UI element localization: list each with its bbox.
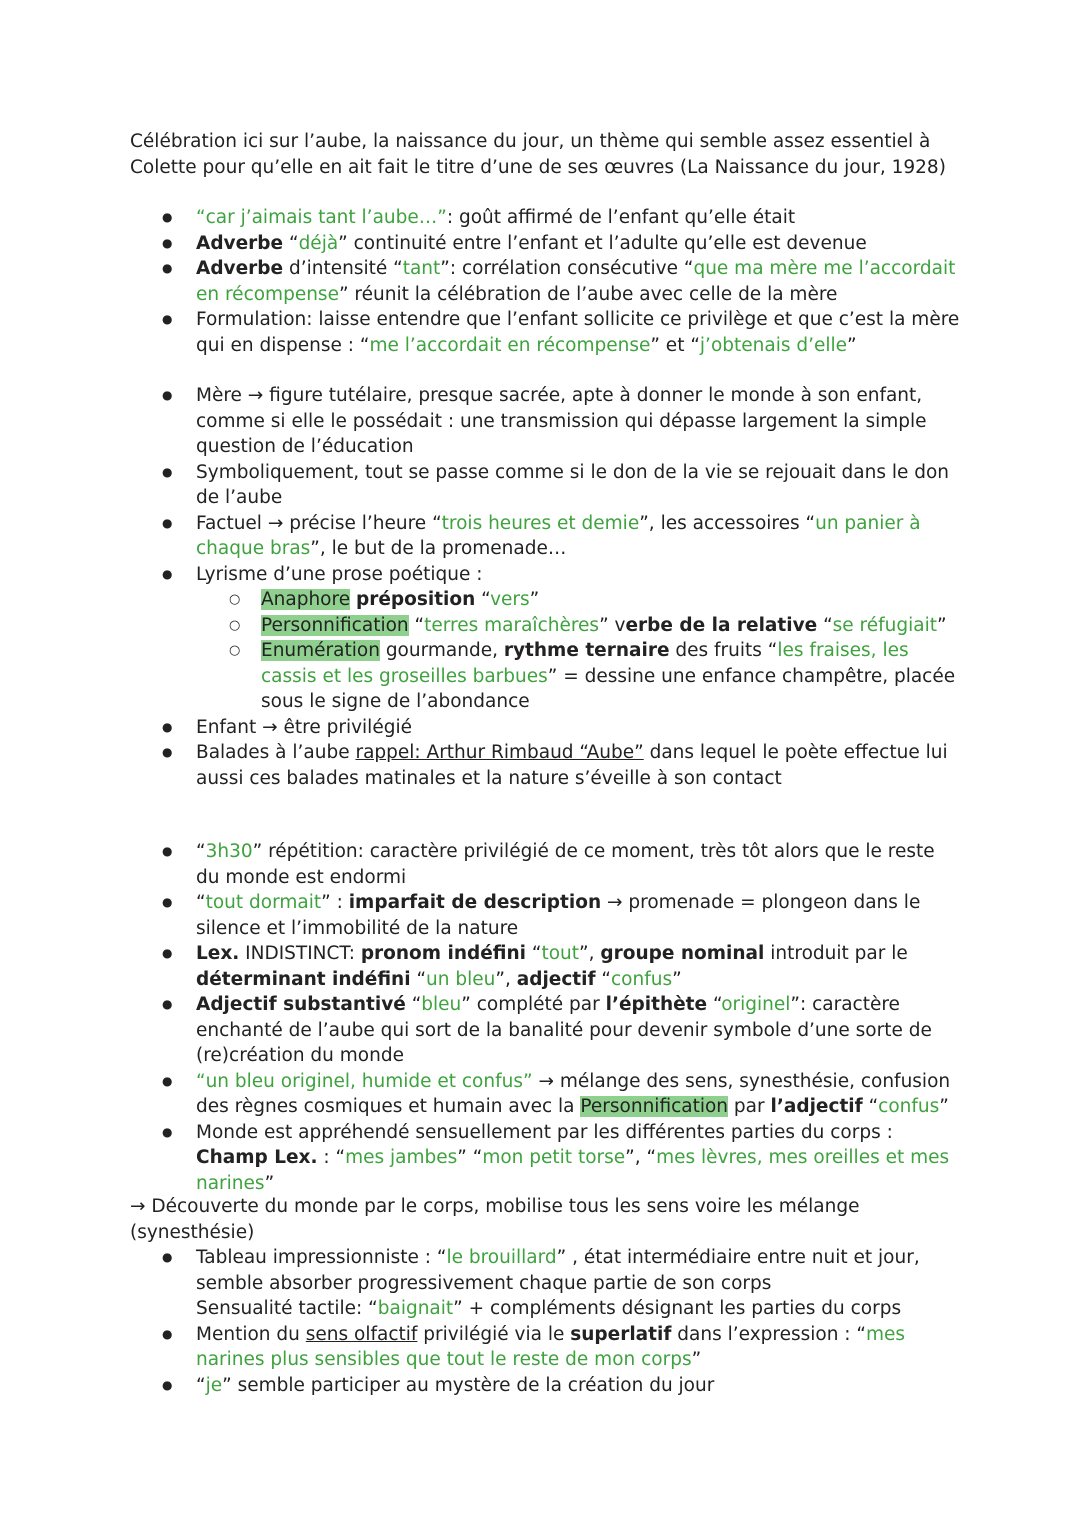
highlighted-term: Anaphore — [261, 589, 351, 610]
quote: 3h30 — [205, 841, 253, 862]
quote: mon petit torse — [482, 1147, 626, 1168]
quote: vers — [490, 589, 530, 610]
quote: que ma mère me l’accordait en récompense — [196, 258, 956, 305]
list-item: ● Factuel → précise l’heure “trois heures et demie”, les accessoires “un panier à chaque bras”, le but de la promenade… — [130, 511, 960, 562]
quote: déjà — [298, 232, 339, 254]
conclusion-text: → Découverte du monde par le corps, mobilise tous les sens voire les mélange (synesthésie) — [130, 1196, 860, 1243]
conclusion-paragraph — [130, 1194, 960, 1245]
list-item: ● Mère → figure tutélaire, presque sacrée, apte à donner le monde à son enfant, comme si elle le possédait : une transmission qui dépasse largement la simple question de l’éducation — [130, 383, 960, 460]
list-item: ● “tout dormait” : imparfait de description → promenade = plongeon dans le silence et l’immobilité de la nature — [130, 890, 960, 941]
quote: “car j’aimais tant l’aube…” — [196, 207, 447, 228]
quote: je — [205, 1374, 223, 1396]
quote: tant — [402, 258, 441, 279]
quote: un panier à chaque bras — [196, 512, 921, 559]
list-item: ● Tableau impressionniste : “le brouillard” , état intermédiaire entre nuit et jour, semble absorber progressivement chaque partie de son corps Sensualité tactile: “baignait” + compléments désignant les parties du corps — [130, 1245, 960, 1322]
list-item: ● “3h30” répétition: caractère privilégié de ce moment, très tôt alors que le reste du monde est endormi — [130, 839, 960, 890]
quote: tout dormait — [205, 892, 322, 913]
intro-text: Célébration ici sur l’aube, la naissance du jour, un thème qui semble assez essentiel à Colette pour qu’elle en ait fait le titre d’une de ses œuvres (La Naissance du jour, 1928) — [130, 131, 946, 178]
quote: un bleu — [426, 968, 496, 990]
list-item: ● Enfant → être privilégié — [130, 715, 960, 741]
list-item: ● “un bleu originel, humide et confus” → mélange des sens, synesthésie, confusion des règnes cosmiques et humain avec la Personnification par l’adjectif “confus” — [130, 1069, 960, 1120]
quote: le brouillard — [446, 1247, 557, 1268]
underlined-reference: rappel: Arthur Rimbaud “Aube” — [355, 742, 644, 763]
quote: confus — [878, 1096, 940, 1117]
sub-list — [196, 587, 960, 715]
quote: me l’accordait en récompense — [369, 334, 651, 356]
highlighted-term: Enumération — [261, 640, 380, 661]
quote: “un bleu originel, humide et confus” — [196, 1070, 533, 1092]
intro-paragraph — [130, 129, 960, 180]
quote: j’obtenais d’elle — [699, 334, 848, 356]
list-item: ● “car j’aimais tant l’aube…”: goût affirmé de l’enfant qu’elle était — [130, 205, 960, 231]
sub-list-item: ○ Personnification “terres maraîchères” verbe de la relative “se réfugiait” — [196, 613, 960, 639]
list-item: ● Lyrisme d’une prose poétique : ○ Anaphore préposition “vers” ○ Personnification “terres maraîchères” verbe de la relative “se réfugiait” ○ Enumération gourmande, rythme ternaire des fruits “les fraises, les cassis et les groseilles barbues” = dessine une enfance champêtre, placée sous le signe de l’abondance — [130, 562, 960, 715]
quote: les fraises, les cassis et les groseilles barbues — [261, 640, 909, 687]
bullet-list-1 — [130, 205, 960, 358]
quote: confus — [611, 968, 673, 990]
quote: mes narines plus sensibles que tout le reste de mon corps — [196, 1323, 906, 1370]
list-item: ● Lex. INDISTINCT: pronom indéfini “tout”, groupe nominal introduit par le déterminant indéfini “un bleu”, adjectif “confus” — [130, 941, 960, 992]
list-item: ● Balades à l’aube rappel: Arthur Rimbaud “Aube” dans lequel le poète effectue lui aussi ces balades matinales et la nature s’éveille à son contact — [130, 740, 960, 791]
list-item: ● Monde est appréhendé sensuellement par les différentes parties du corps : Champ Lex. : “mes jambes” “mon petit torse”, “mes lèvres, mes oreilles et mes narines” — [130, 1120, 960, 1197]
bullet-list-3 — [130, 839, 960, 1196]
bullet-list-4 — [130, 1245, 960, 1398]
list-item: ● Adverbe “déjà” continuité entre l’enfant et l’adulte qu’elle est devenue — [130, 231, 960, 257]
highlighted-term: Personnification — [261, 614, 409, 636]
bullet-list-2 — [130, 383, 960, 791]
list-item: ● Adjectif substantivé “bleu” complété par l’épithète “originel”: caractère enchanté de l’aube qui sort de la banalité pour devenir symbole d’une sorte de (re)création du monde — [130, 992, 960, 1069]
list-item: ● Symboliquement, tout se passe comme si le don de la vie se rejouait dans le don de l’aube — [130, 460, 960, 511]
quote: trois heures et demie — [441, 512, 640, 534]
underlined-term: sens olfactif — [305, 1323, 418, 1345]
quote: bleu — [421, 994, 462, 1015]
quote: mes jambes — [345, 1147, 458, 1168]
quote: mes lèvres, mes oreilles et mes narines — [196, 1147, 950, 1194]
highlighted-term: Personnification — [580, 1096, 729, 1117]
sub-list-item: ○ Anaphore préposition “vers” — [196, 587, 960, 613]
list-item: ● Formulation: laisse entendre que l’enfant sollicite ce privilège et que c’est la mère qui en dispense : “me l’accordait en récompense” et “j’obtenais d’elle” — [130, 307, 960, 358]
list-item: ● “je” semble participer au mystère de la création du jour — [130, 1373, 960, 1399]
quote: tout — [541, 943, 580, 964]
quote: baignait — [377, 1298, 454, 1319]
list-item: ● Adverbe d’intensité “tant”: corrélation consécutive “que ma mère me l’accordait en récompense” réunit la célébration de l’aube avec celle de la mère — [130, 256, 960, 307]
sub-list-item: ○ Enumération gourmande, rythme ternaire des fruits “les fraises, les cassis et les groseilles barbues” = dessine une enfance champêtre, placée sous le signe de l’abondance — [196, 638, 960, 715]
quote: se réfugiait — [832, 614, 937, 636]
quote: terres maraîchères — [424, 614, 600, 636]
quote: originel — [721, 994, 791, 1015]
list-item: ● Mention du sens olfactif privilégié via le superlatif dans l’expression : “mes narines plus sensibles que tout le reste de mon corps” — [130, 1322, 960, 1373]
